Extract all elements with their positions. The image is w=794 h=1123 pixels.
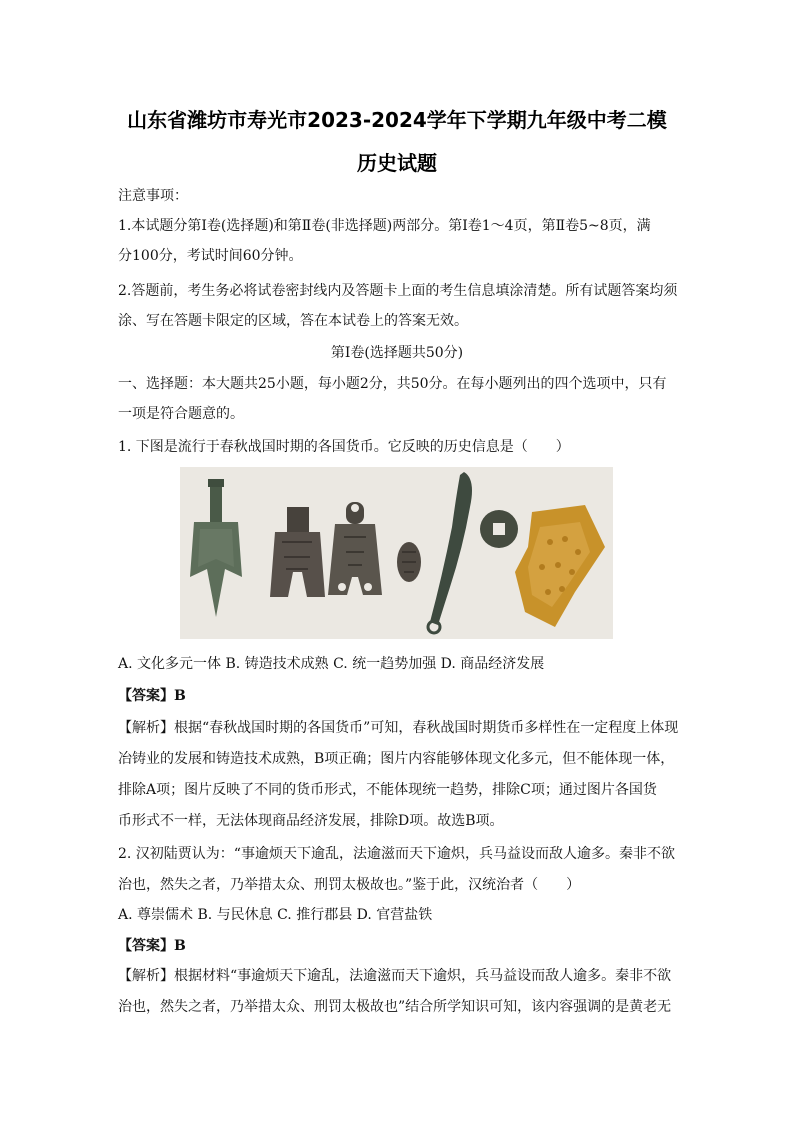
round-coin-icon	[480, 510, 518, 548]
instructions-line-1: 一、选择题：本大题共25小题，每小题2分，共50分。在每小题列出的四个选项中，只有	[118, 376, 667, 392]
question-1-answer: 【答案】B	[118, 688, 186, 704]
question-2-analysis-line-1: 【解析】根据材料“事逾烦天下逾乱，法逾滋而天下逾炽，兵马益设而敌人逾多。秦非不欲	[118, 968, 672, 984]
exam-title: 山东省潍坊市寿光市2023-2024学年下学期九年级中考二模	[127, 108, 667, 132]
question-1-analysis-line-4: 币形式不一样，无法体现商品经济发展，排除D项。故选B项。	[118, 813, 504, 829]
question-2-answer: 【答案】B	[118, 938, 186, 954]
question-1-analysis-line-2: 冶铸业的发展和铸造技术成熟，B项正确；图片内容能够体现文化多元，但不能体现一体，	[118, 751, 675, 767]
question-1-analysis-line-3: 排除A项；图片反映了不同的货币形式，不能体现统一趋势，排除C项；通过图片各国货	[118, 782, 657, 798]
question-1-options: A. 文化多元一体 B. 铸造技术成熟 C. 统一趋势加强 D. 商品经济发展	[118, 656, 545, 672]
instructions-line-2: 一项是符合题意的。	[118, 406, 244, 422]
ancient-coins-figure	[180, 467, 613, 639]
question-1-stem: 1. 下图是流行于春秋战国时期的各国货币。它反映的历史信息是（ ）	[118, 439, 570, 455]
note-1-line-1: 1.本试题分第Ⅰ卷(选择题)和第Ⅱ卷(非选择题)两部分。第Ⅰ卷1～4页，第Ⅱ卷5~8页，满	[118, 218, 651, 234]
note-1-line-2: 分100分，考试时间60分钟。	[118, 248, 303, 264]
coins-illustration	[180, 467, 613, 639]
note-2-line-1: 2.答题前，考生务必将试卷密封线内及答题卡上面的考生信息填涂清楚。所有试题答案均须	[118, 283, 678, 299]
question-2-analysis-line-2: 治也，然失之者，乃举措太众、刑罚太极故也”结合所学知识可知，该内容强调的是黄老无	[118, 999, 672, 1015]
section-title: 第Ⅰ卷(选择题共50分)	[330, 345, 464, 361]
question-2-options: A. 尊崇儒术 B. 与民休息 C. 推行郡县 D. 官营盐铁	[118, 907, 433, 923]
exam-subtitle: 历史试题	[357, 151, 437, 175]
question-2-stem-line-2: 治也，然失之者，乃举措太众、刑罚太极故也。”鉴于此，汉统治者（ ）	[118, 877, 581, 893]
notes-heading: 注意事项：	[118, 188, 188, 204]
ant-nose-coin-icon	[397, 542, 421, 582]
question-1-analysis-line-1: 【解析】根据“春秋战国时期的各国货币”可知，春秋战国时期货币多样性在一定程度上体现	[118, 720, 679, 736]
note-2-line-2: 涂、写在答题卡限定的区域，答在本试卷上的答案无效。	[118, 313, 468, 329]
question-2-stem-line-1: 2. 汉初陆贾认为：“事逾烦天下逾乱，法逾滋而天下逾炽，兵马益设而敌人逾多。秦非不欲	[118, 846, 675, 862]
